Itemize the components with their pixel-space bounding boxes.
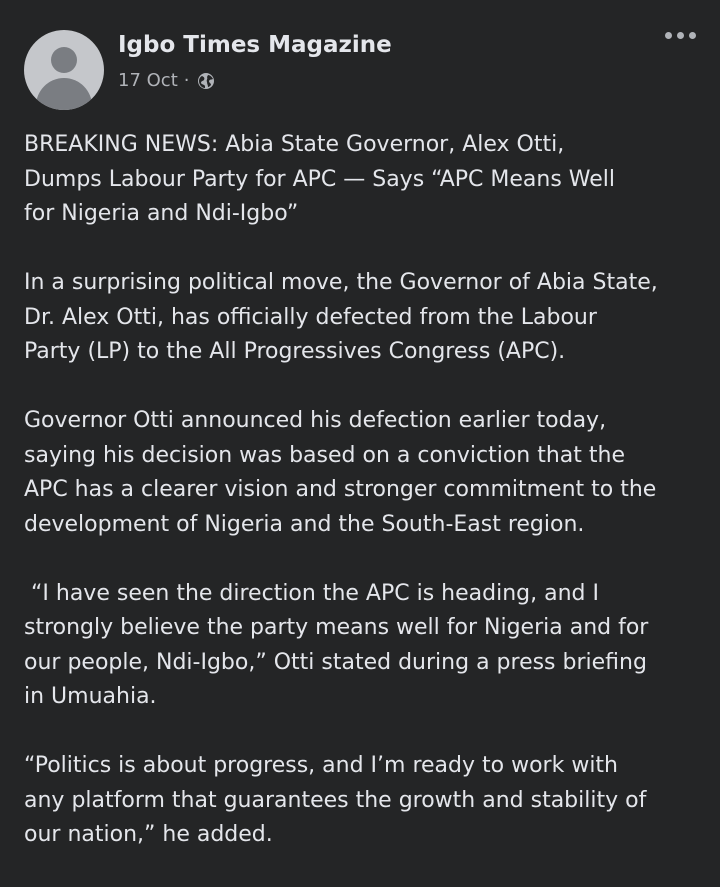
- post-header: [24, 22, 704, 102]
- avatar-head: [51, 47, 77, 73]
- more-options-icon[interactable]: [665, 32, 696, 39]
- post-paragraph-headline: BREAKING NEWS: Abia State Governor, Alex Otti, Dumps Labour Party for APC — Says “APC Means Well for Nigeria and Ndi-Igbo”: [24, 132, 616, 226]
- post-body: [24, 128, 704, 887]
- avatar[interactable]: [24, 30, 104, 110]
- post-paragraph: In a surprising political move, the Governor of Abia State, Dr. Alex Otti, has officially defected from the Labour Party (LP) to the All Progressives Congress (APC).: [24, 270, 658, 364]
- page-name[interactable]: Igbo Times Magazine: [118, 32, 392, 58]
- more-dot: [677, 32, 684, 39]
- post-paragraph: “Politics is about progress, and I’m ready to work with any platform that guarantees the growth and stability of our nation,” he added.: [24, 753, 647, 847]
- globe-icon[interactable]: [197, 72, 215, 90]
- post-meta: [118, 70, 215, 91]
- post-paragraph: Governor Otti announced his defection earlier today, saying his decision was based on a conviction that the APC has a clearer vision and stronger commitment to the development of Nigeria and the South-East region.: [24, 408, 657, 537]
- post-paragraph: “I have seen the direction the APC is heading, and I strongly believe the party means well for Nigeria and for our people, Ndi-Igbo,” Otti stated during a press briefing in Umuahia.: [24, 580, 649, 709]
- more-dot: [689, 32, 696, 39]
- meta-separator: ·: [183, 70, 190, 91]
- post-date[interactable]: 17 Oct: [118, 70, 178, 91]
- more-dot: [665, 32, 672, 39]
- avatar-body: [36, 78, 92, 110]
